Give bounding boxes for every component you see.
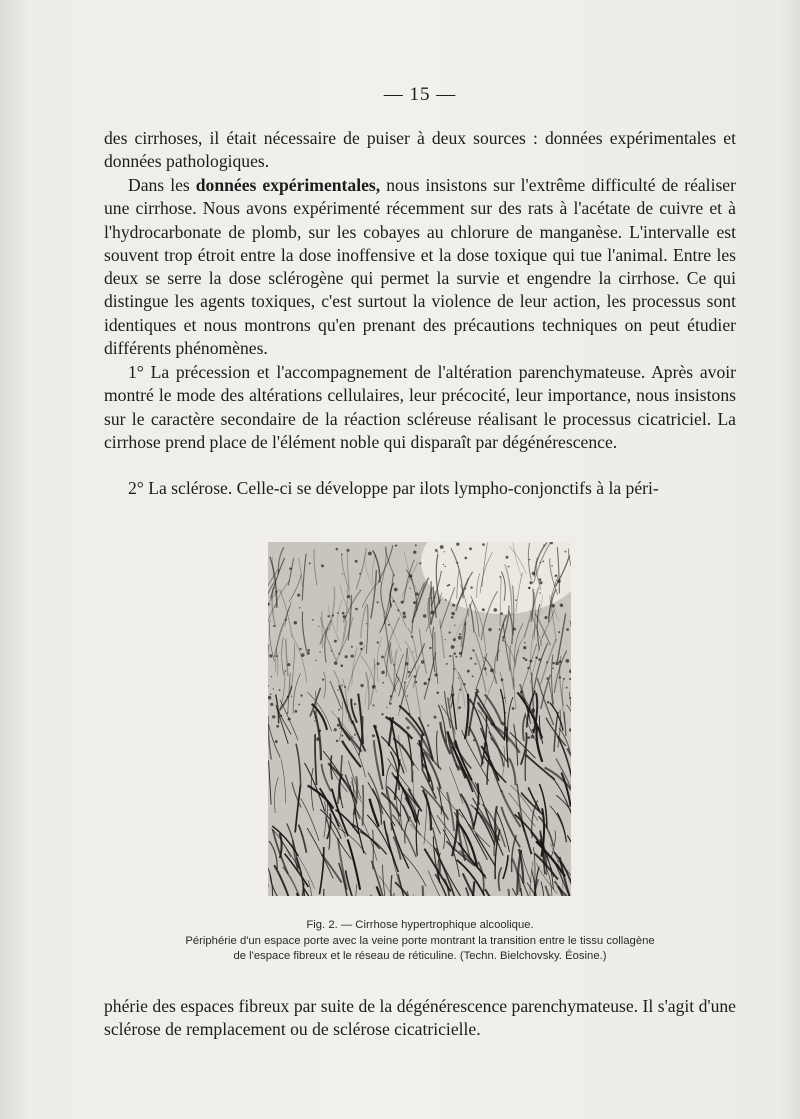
caption-title: Fig. 2. — Cirrhose hypertrophique alcoolique. (306, 919, 534, 931)
micrograph-figure (268, 542, 571, 896)
paragraph-experimental-bold: données expérimentales, (195, 175, 381, 195)
micrograph-image (268, 542, 571, 896)
paragraph-experimental-rest: nous insistons sur l'extrême difficulté de réaliser une cirrhose. Nous avons expérimenté récemment sur des rats à l'acétate de cuivre et à l'hydrocarbonate de plomb, sur les cobayes au chlorure de manganèse. L'intervalle est souvent trop étroit entre la dose inoffensive et la dose toxique qui tue l'animal. Entre les deux se serre la dose sclérogène qui permet la survie et engendre la cirrhose. Ce qui distingue les agents toxiques, c'est surtout la violence de leur action, les processus sont identiques et nous montrons qu'en prenant des précautions techniques on peut étudier différents phénomènes. (104, 175, 736, 359)
caption-line-3: de l'espace fibreux et le réseau de réticuline. (Techn. Bielchovsky. Éosine.) (233, 950, 607, 962)
paragraph-point-2-text: 2° La sclérose. Celle-ci se développe par ilots lympho-conjonctifs à la péri- (128, 478, 659, 498)
paragraph-point-1-text: 1° La précession et l'accompagnement de l'altération parenchymateuse. Après avoir montré le mode des altérations cellulaires, leur précocité, leur importance, nous insistons sur le caractère secondaire de la réaction scléreuse réalisant le processus cicatriciel. La cirrhose prend place de l'élément noble qui disparaît par dégénérescence. (104, 362, 736, 452)
paragraph-point-2 (104, 477, 736, 500)
paragraph-intro: des cirrhoses, il était nécessaire de puiser à deux sources : données expérimentales et données pathologiques. (104, 128, 736, 172)
figure-caption (104, 918, 736, 965)
page-number: — 15 — (383, 84, 457, 105)
paragraph-experimental (104, 174, 736, 360)
paragraph-conclusion: phérie des espaces fibreux par suite de la dégénérescence parenchymateuse. Il s'agit d'une sclérose de remplacement ou de sclérose cicatricielle. (104, 996, 736, 1040)
paragraph-experimental-lead: Dans les (128, 175, 190, 195)
paragraph-point-1 (104, 361, 736, 454)
caption-line-2: Périphérie d'un espace porte avec la veine porte montrant la transition entre le tissu collagène (185, 934, 655, 947)
